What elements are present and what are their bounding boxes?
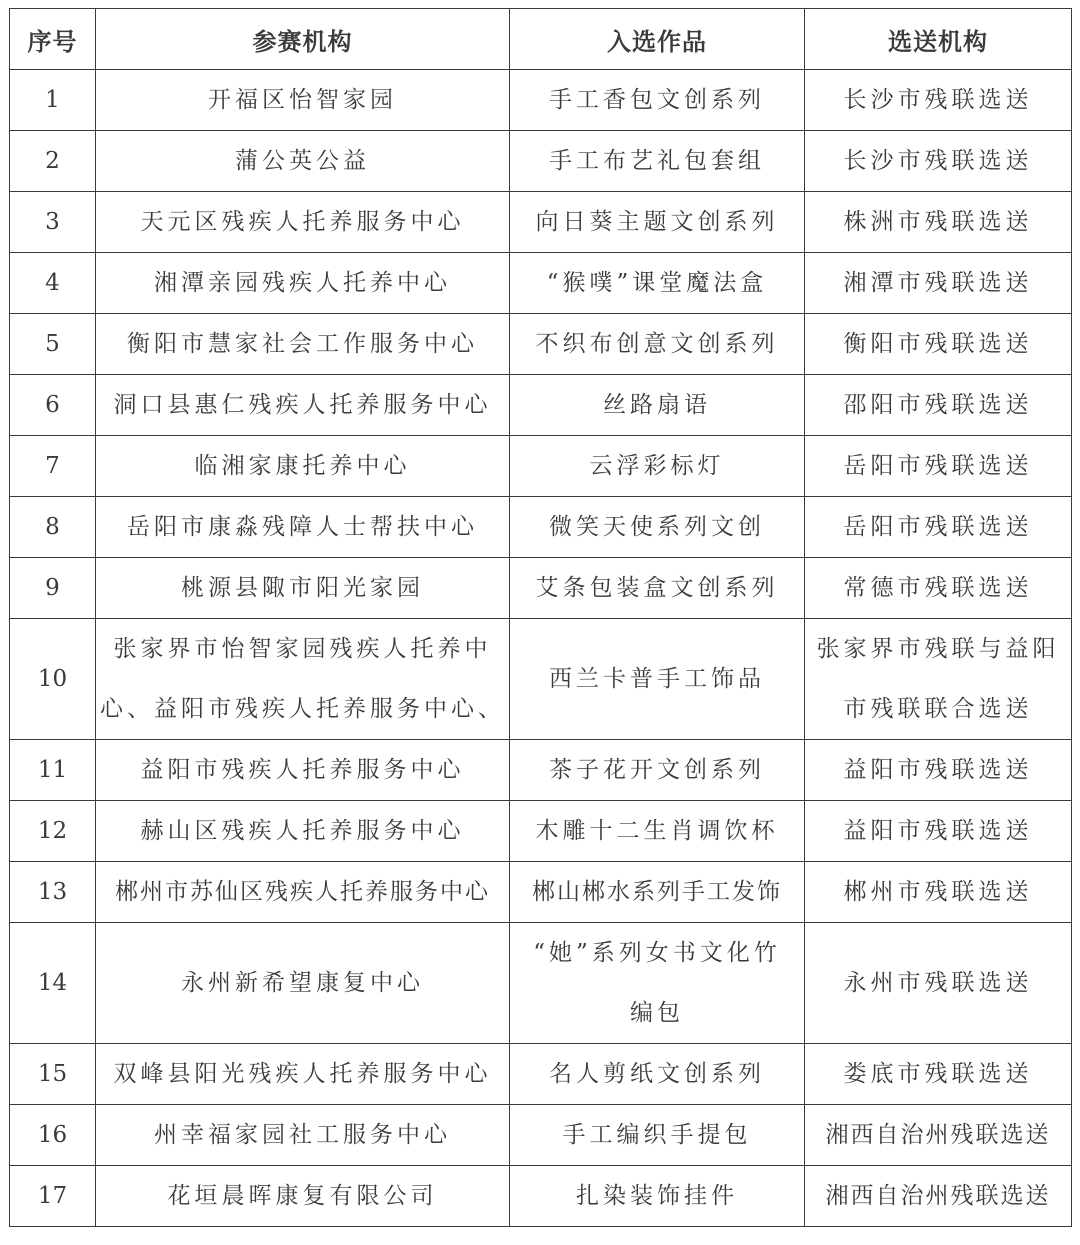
cell-text: 扎染装饰挂件 bbox=[576, 1183, 738, 1209]
row-organization bbox=[96, 1044, 510, 1105]
table-row bbox=[10, 1166, 1072, 1227]
cell-text: 桃源县陬市阳光家园 bbox=[181, 575, 424, 601]
cell-text: 湘潭市残联选送 bbox=[843, 270, 1033, 296]
row-sender bbox=[805, 862, 1072, 923]
row-number: 4 bbox=[10, 253, 96, 314]
row-sender bbox=[805, 619, 1072, 740]
cell-text: 衡阳市慧家社会工作服务中心 bbox=[127, 331, 478, 357]
row-work bbox=[510, 1166, 805, 1227]
row-work bbox=[510, 253, 805, 314]
cell-text: 株洲市残联选送 bbox=[843, 209, 1033, 235]
row-organization bbox=[96, 314, 510, 375]
cell-text: 岳阳市残联选送 bbox=[843, 514, 1033, 540]
row-number: 16 bbox=[10, 1105, 96, 1166]
row-organization bbox=[96, 375, 510, 436]
cell-text: 湘潭亲园残疾人托养中心 bbox=[154, 270, 451, 296]
cell-text: 益阳市残疾人托养服务中心 bbox=[140, 757, 465, 783]
cell-text: 岳阳市康淼残障人士帮扶中心 bbox=[127, 514, 478, 540]
selection-table bbox=[9, 8, 1072, 1227]
row-number: 7 bbox=[10, 436, 96, 497]
row-sender bbox=[805, 558, 1072, 619]
cell-text: 临湘家康托养中心 bbox=[194, 453, 411, 479]
cell-text: 永州新希望康复中心 bbox=[181, 970, 424, 996]
row-number: 12 bbox=[10, 801, 96, 862]
row-number: 14 bbox=[10, 923, 96, 1044]
row-number: 17 bbox=[10, 1166, 96, 1227]
row-sender bbox=[805, 70, 1072, 131]
row-work bbox=[510, 131, 805, 192]
row-work bbox=[510, 619, 805, 740]
cell-text: 天元区残疾人托养服务中心 bbox=[140, 209, 465, 235]
table-row bbox=[10, 375, 1072, 436]
row-work bbox=[510, 862, 805, 923]
row-sender bbox=[805, 314, 1072, 375]
cell-text: 木雕十二生肖调饮杯 bbox=[535, 818, 779, 844]
cell-text: 开福区怡智家园 bbox=[208, 87, 397, 113]
cell-text: “她”系列女书文化竹编包 bbox=[533, 940, 781, 1026]
cell-text: 洞口县惠仁残疾人托养服务中心 bbox=[113, 392, 492, 418]
cell-text: 岳阳市残联选送 bbox=[843, 453, 1033, 479]
cell-text: 手工香包文创系列 bbox=[549, 87, 765, 113]
table-row bbox=[10, 314, 1072, 375]
cell-text: 邵阳市残联选送 bbox=[843, 392, 1033, 418]
row-organization bbox=[96, 862, 510, 923]
row-number: 1 bbox=[10, 70, 96, 131]
row-sender bbox=[805, 192, 1072, 253]
row-work bbox=[510, 1044, 805, 1105]
row-organization bbox=[96, 1166, 510, 1227]
row-sender bbox=[805, 497, 1072, 558]
table-header-row bbox=[10, 9, 1072, 70]
table-row bbox=[10, 70, 1072, 131]
table-row bbox=[10, 740, 1072, 801]
row-work bbox=[510, 497, 805, 558]
table-row bbox=[10, 558, 1072, 619]
cell-text: 衡阳市残联选送 bbox=[843, 331, 1033, 357]
row-sender bbox=[805, 740, 1072, 801]
cell-text: 云浮彩标灯 bbox=[589, 453, 725, 479]
cell-text: “猴噗”课堂魔法盒 bbox=[546, 270, 768, 296]
table-row bbox=[10, 253, 1072, 314]
table-row bbox=[10, 923, 1072, 1044]
row-sender bbox=[805, 1166, 1072, 1227]
cell-text: 益阳市残联选送 bbox=[843, 818, 1033, 844]
row-sender bbox=[805, 436, 1072, 497]
cell-text: 西兰卡普手工饰品 bbox=[549, 666, 765, 692]
row-organization bbox=[96, 923, 510, 1044]
row-number: 8 bbox=[10, 497, 96, 558]
cell-text: 双峰县阳光残疾人托养服务中心 bbox=[113, 1061, 492, 1087]
cell-text: 郴州市苏仙区残疾人托养服务中心 bbox=[115, 879, 490, 905]
cell-text: 微笑天使系列文创 bbox=[549, 514, 765, 540]
row-work bbox=[510, 801, 805, 862]
cell-text: 长沙市残联选送 bbox=[843, 87, 1033, 113]
row-number: 5 bbox=[10, 314, 96, 375]
cell-text: 长沙市残联选送 bbox=[843, 148, 1033, 174]
row-organization bbox=[96, 436, 510, 497]
cell-text: 张家界市残联与益阳市残联联合选送 bbox=[816, 636, 1060, 722]
row-organization bbox=[96, 131, 510, 192]
row-sender bbox=[805, 1044, 1072, 1105]
cell-text: 不织布创意文创系列 bbox=[535, 331, 779, 357]
row-organization bbox=[96, 1105, 510, 1166]
cell-text: 娄底市残联选送 bbox=[843, 1061, 1033, 1087]
header-organization: 参赛机构 bbox=[96, 9, 510, 70]
cell-text: 永州市残联选送 bbox=[843, 970, 1033, 996]
cell-text: 州幸福家园社工服务中心 bbox=[154, 1122, 451, 1148]
row-sender bbox=[805, 1105, 1072, 1166]
header-work: 入选作品 bbox=[510, 9, 805, 70]
header-sender: 选送机构 bbox=[805, 9, 1072, 70]
row-organization bbox=[96, 497, 510, 558]
row-sender bbox=[805, 375, 1072, 436]
cell-text: 手工布艺礼包套组 bbox=[549, 148, 765, 174]
cell-text: 张家界市怡智家园残疾人托养中心、益阳市残疾人托养服务中心、 bbox=[100, 636, 505, 722]
table-row bbox=[10, 801, 1072, 862]
cell-text: 向日葵主题文创系列 bbox=[535, 209, 779, 235]
cell-text: 赫山区残疾人托养服务中心 bbox=[140, 818, 465, 844]
row-work bbox=[510, 314, 805, 375]
cell-text: 手工编织手提包 bbox=[562, 1122, 752, 1148]
row-number: 15 bbox=[10, 1044, 96, 1105]
table-row bbox=[10, 192, 1072, 253]
cell-text: 湘西自治州残联选送 bbox=[825, 1122, 1051, 1148]
row-work bbox=[510, 740, 805, 801]
row-organization bbox=[96, 253, 510, 314]
table-row bbox=[10, 619, 1072, 740]
row-sender bbox=[805, 801, 1072, 862]
row-work bbox=[510, 1105, 805, 1166]
row-sender bbox=[805, 923, 1072, 1044]
row-organization bbox=[96, 619, 510, 740]
row-organization bbox=[96, 558, 510, 619]
row-number: 9 bbox=[10, 558, 96, 619]
row-organization bbox=[96, 70, 510, 131]
cell-text: 益阳市残联选送 bbox=[843, 757, 1033, 783]
cell-text: 常德市残联选送 bbox=[843, 575, 1033, 601]
table-row bbox=[10, 862, 1072, 923]
row-number: 2 bbox=[10, 131, 96, 192]
cell-text: 郴山郴水系列手工发饰 bbox=[532, 879, 782, 905]
table-row bbox=[10, 436, 1072, 497]
row-work bbox=[510, 923, 805, 1044]
table-row bbox=[10, 1105, 1072, 1166]
table-row bbox=[10, 1044, 1072, 1105]
row-number: 10 bbox=[10, 619, 96, 740]
row-sender bbox=[805, 131, 1072, 192]
table-row bbox=[10, 131, 1072, 192]
row-number: 3 bbox=[10, 192, 96, 253]
row-organization bbox=[96, 192, 510, 253]
header-number: 序号 bbox=[10, 9, 96, 70]
cell-text: 湘西自治州残联选送 bbox=[825, 1183, 1051, 1209]
cell-text: 蒲公英公益 bbox=[235, 148, 370, 174]
row-number: 6 bbox=[10, 375, 96, 436]
row-work bbox=[510, 375, 805, 436]
row-number: 13 bbox=[10, 862, 96, 923]
cell-text: 茶子花开文创系列 bbox=[549, 757, 765, 783]
row-work bbox=[510, 192, 805, 253]
cell-text: 名人剪纸文创系列 bbox=[549, 1061, 765, 1087]
row-organization bbox=[96, 801, 510, 862]
cell-text: 郴州市残联选送 bbox=[843, 879, 1033, 905]
row-sender bbox=[805, 253, 1072, 314]
row-organization bbox=[96, 740, 510, 801]
table-row bbox=[10, 497, 1072, 558]
cell-text: 丝路扇语 bbox=[603, 392, 711, 418]
row-work bbox=[510, 70, 805, 131]
cell-text: 艾条包装盒文创系列 bbox=[535, 575, 779, 601]
cell-text: 花垣晨晖康复有限公司 bbox=[167, 1183, 438, 1209]
row-number: 11 bbox=[10, 740, 96, 801]
row-work bbox=[510, 436, 805, 497]
row-work bbox=[510, 558, 805, 619]
